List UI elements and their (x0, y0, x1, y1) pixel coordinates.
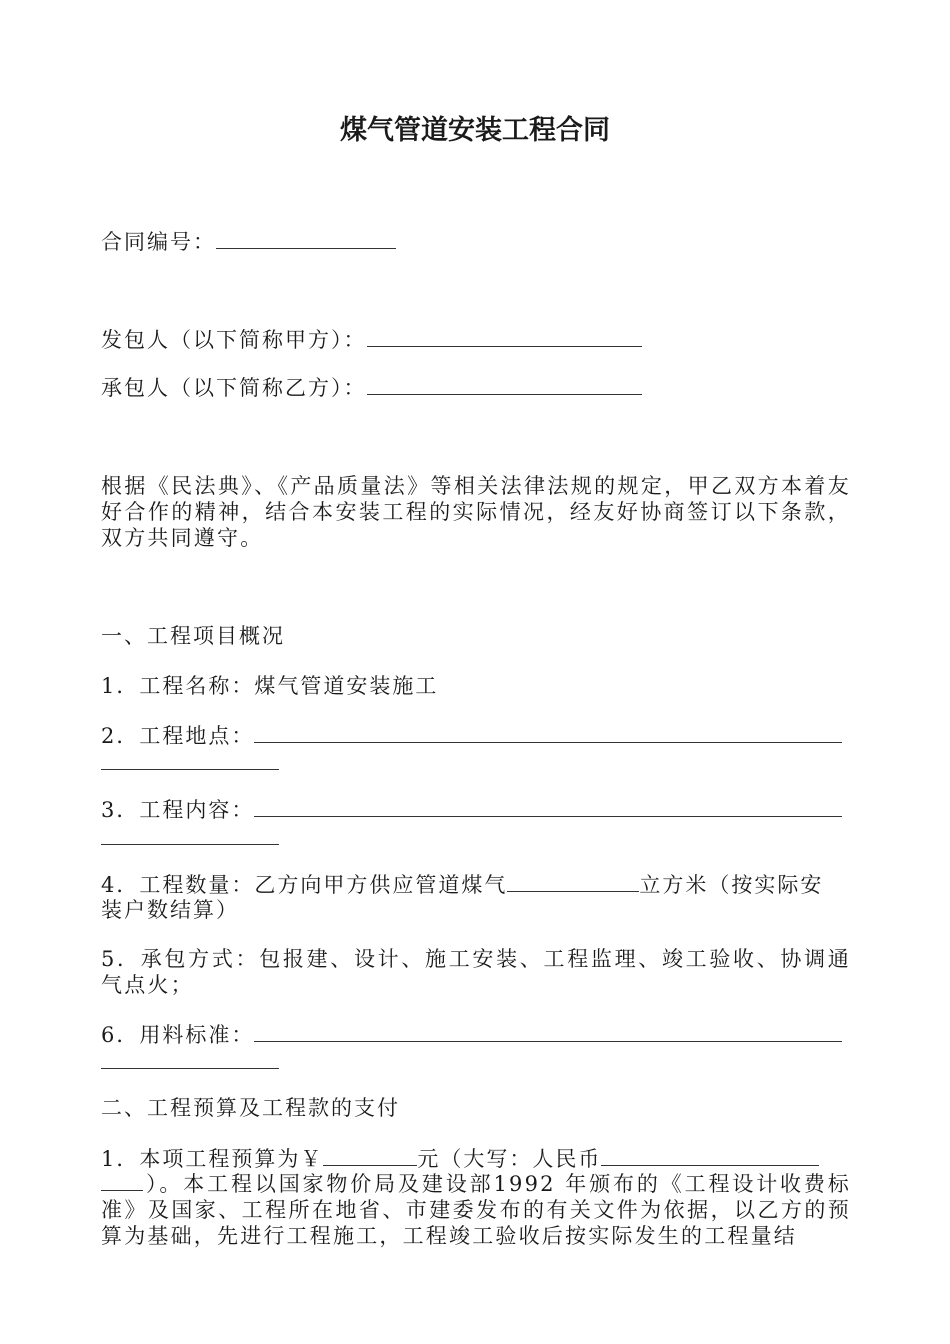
party-a-label: 发包人（以下简称甲方）： (101, 328, 367, 352)
item-project-quantity (101, 871, 823, 898)
party-b-blank[interactable] (367, 374, 642, 395)
party-a-line (101, 326, 642, 353)
project-quantity-text: 4．工程数量：乙方向甲方供应管道煤气 (101, 873, 508, 897)
item-budget-rest: ）。本工程以国家物价局及建设部1992 年颁布的《工程设计收费标准》及国家、工程所在地省、市建委发布的有关文件为依据，以乙方的预算为基础，先进行工程施工，工程竣工验收后按实际发生的工程量结 (101, 1172, 851, 1248)
project-location-label: 2．工程地点： (101, 724, 255, 748)
material-standard-label: 6．用料标准： (101, 1023, 255, 1047)
project-quantity-unit: 立方米（按实际安 (639, 873, 824, 897)
document-title: 煤气管道安装工程合同 (340, 115, 610, 146)
budget-uppercase-blank[interactable] (601, 1145, 819, 1166)
project-content-blank[interactable] (254, 796, 842, 817)
party-b-label: 承包人（以下简称乙方）： (101, 376, 367, 400)
item-project-location (101, 722, 842, 749)
budget-uppercase-blank-continued[interactable] (101, 1190, 143, 1191)
section-2-heading: 二、工程预算及工程款的支付 (101, 1096, 400, 1120)
budget-amount-blank[interactable] (323, 1145, 417, 1166)
item-project-quantity-cont: 装户数结算） (101, 898, 239, 922)
intro-paragraph: 根据《民法典》、《产品质量法》等相关法律法规的规定，甲乙双方本着友好合作的精神，结合本安装工程的实际情况，经友好协商签订以下条款，双方共同遵守。 (101, 474, 851, 550)
material-standard-blank-continued[interactable] (101, 1068, 279, 1069)
contract-number-blank[interactable] (216, 228, 396, 249)
budget-label: 1．本项工程预算为￥ (101, 1147, 324, 1171)
party-b-line (101, 374, 642, 401)
budget-uppercase-label: 元（大写：人民币 (417, 1147, 602, 1171)
project-location-blank[interactable] (254, 722, 842, 743)
contract-number-label: 合同编号： (101, 230, 216, 254)
contract-number-line (101, 228, 396, 255)
gas-volume-blank[interactable] (507, 871, 639, 892)
item-budget-line1 (101, 1145, 819, 1172)
section-1-heading: 一、工程项目概况 (101, 624, 285, 648)
project-location-blank-continued[interactable] (101, 769, 279, 770)
project-content-label: 3．工程内容： (101, 798, 255, 822)
item-material-standard (101, 1021, 842, 1048)
project-content-blank-continued[interactable] (101, 844, 279, 845)
item-project-content (101, 796, 842, 823)
item-project-name: 1．工程名称：煤气管道安装施工 (101, 674, 439, 698)
material-standard-blank[interactable] (254, 1021, 842, 1042)
party-a-blank[interactable] (367, 326, 642, 347)
item-contract-mode: 5．承包方式：包报建、设计、施工安装、工程监理、竣工验收、协调通气点火； (101, 947, 851, 997)
